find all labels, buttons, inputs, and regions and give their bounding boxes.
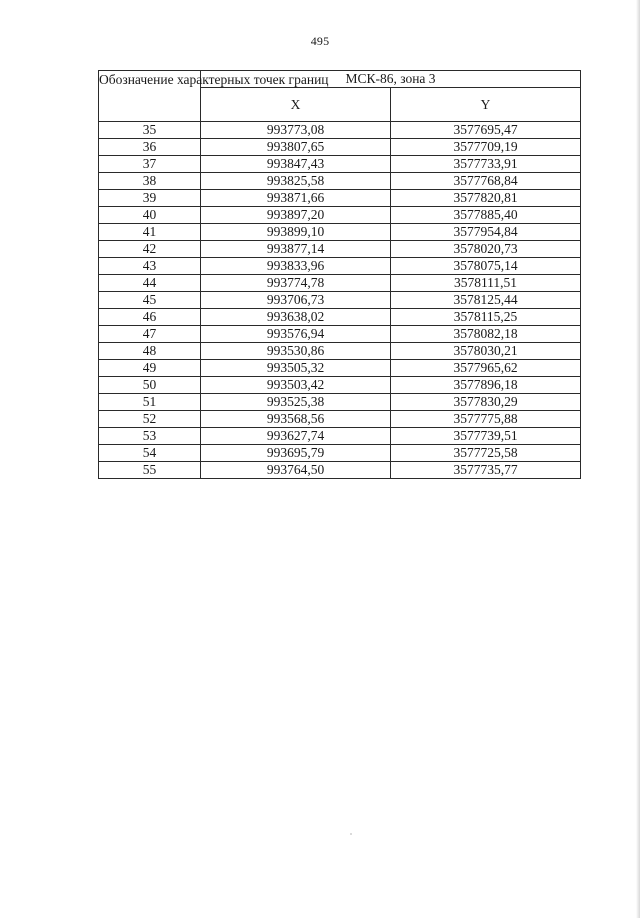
y-coordinate-cell: 3577735,77 [391,462,581,479]
table-row [99,462,581,479]
x-coordinate-cell: 993871,66 [201,190,391,207]
x-coordinate-cell: 993807,65 [201,139,391,156]
x-coordinate-cell: 993530,86 [201,343,391,360]
x-coordinate-cell: 993627,74 [201,428,391,445]
page-number: 495 [310,34,330,48]
x-coordinate-cell: 993505,32 [201,360,391,377]
y-coordinate-cell: 3578111,51 [391,275,581,292]
point-cell: 36 [99,139,201,156]
x-coordinate-cell: 993638,02 [201,309,391,326]
point-cell: 46 [99,309,201,326]
x-coordinate-cell: 993568,56 [201,411,391,428]
y-column-header: Y [391,88,581,122]
x-coordinate-cell: 993706,73 [201,292,391,309]
table-row [99,377,581,394]
table-row [99,224,581,241]
x-coordinate-cell: 993773,08 [201,122,391,139]
y-coordinate-cell: 3578115,25 [391,309,581,326]
table-header [99,71,581,122]
x-column-header: X [201,88,391,122]
point-cell: 45 [99,292,201,309]
point-cell: 44 [99,275,201,292]
point-cell: 51 [99,394,201,411]
point-cell: 55 [99,462,201,479]
point-cell: 43 [99,258,201,275]
y-coordinate-cell: 3577768,84 [391,173,581,190]
table-row [99,445,581,462]
x-coordinate-cell: 993525,38 [201,394,391,411]
y-coordinate-cell: 3578082,18 [391,326,581,343]
y-coordinate-cell: 3577954,84 [391,224,581,241]
y-coordinate-cell: 3578125,44 [391,292,581,309]
x-coordinate-cell: 993899,10 [201,224,391,241]
y-coordinate-cell: 3577896,18 [391,377,581,394]
y-coordinate-cell: 3577885,40 [391,207,581,224]
table-row [99,309,581,326]
coordinate-system-header: МСК-86, зона 3 [201,71,581,88]
table-row [99,292,581,309]
y-coordinate-cell: 3577775,88 [391,411,581,428]
table-row [99,156,581,173]
y-coordinate-cell: 3577820,81 [391,190,581,207]
point-cell: 47 [99,326,201,343]
x-coordinate-cell: 993825,58 [201,173,391,190]
point-cell: 52 [99,411,201,428]
y-coordinate-cell: 3577725,58 [391,445,581,462]
y-coordinate-cell: 3577739,51 [391,428,581,445]
x-coordinate-cell: 993695,79 [201,445,391,462]
boundary-coordinates-table [98,70,581,479]
point-cell: 48 [99,343,201,360]
table-row [99,394,581,411]
y-coordinate-cell: 3578075,14 [391,258,581,275]
point-cell: 37 [99,156,201,173]
point-cell: 41 [99,224,201,241]
scan-speck [350,833,352,835]
y-coordinate-cell: 3577709,19 [391,139,581,156]
table-row [99,241,581,258]
point-cell: 49 [99,360,201,377]
point-cell: 40 [99,207,201,224]
table-row [99,411,581,428]
x-coordinate-cell: 993833,96 [201,258,391,275]
point-cell: 42 [99,241,201,258]
y-coordinate-cell: 3577830,29 [391,394,581,411]
scan-edge [636,0,640,918]
x-coordinate-cell: 993764,50 [201,462,391,479]
table-row [99,428,581,445]
point-cell: 38 [99,173,201,190]
y-coordinate-cell: 3578020,73 [391,241,581,258]
x-coordinate-cell: 993576,94 [201,326,391,343]
point-cell: 50 [99,377,201,394]
table-row [99,275,581,292]
table-row [99,122,581,139]
table-row [99,190,581,207]
table-row [99,258,581,275]
point-cell: 54 [99,445,201,462]
x-coordinate-cell: 993897,20 [201,207,391,224]
table-row [99,139,581,156]
y-coordinate-cell: 3577695,47 [391,122,581,139]
x-coordinate-cell: 993503,42 [201,377,391,394]
point-designation-header: Обозначение характерных точек границ [99,71,201,122]
table-row [99,343,581,360]
point-cell: 53 [99,428,201,445]
table-header-row [99,71,581,88]
x-coordinate-cell: 993847,43 [201,156,391,173]
point-cell: 35 [99,122,201,139]
y-coordinate-cell: 3577965,62 [391,360,581,377]
point-cell: 39 [99,190,201,207]
table-row [99,207,581,224]
x-coordinate-cell: 993774,78 [201,275,391,292]
table-row [99,326,581,343]
x-coordinate-cell: 993877,14 [201,241,391,258]
table-row [99,173,581,190]
y-coordinate-cell: 3578030,21 [391,343,581,360]
y-coordinate-cell: 3577733,91 [391,156,581,173]
table-row [99,360,581,377]
table-body [99,122,581,479]
